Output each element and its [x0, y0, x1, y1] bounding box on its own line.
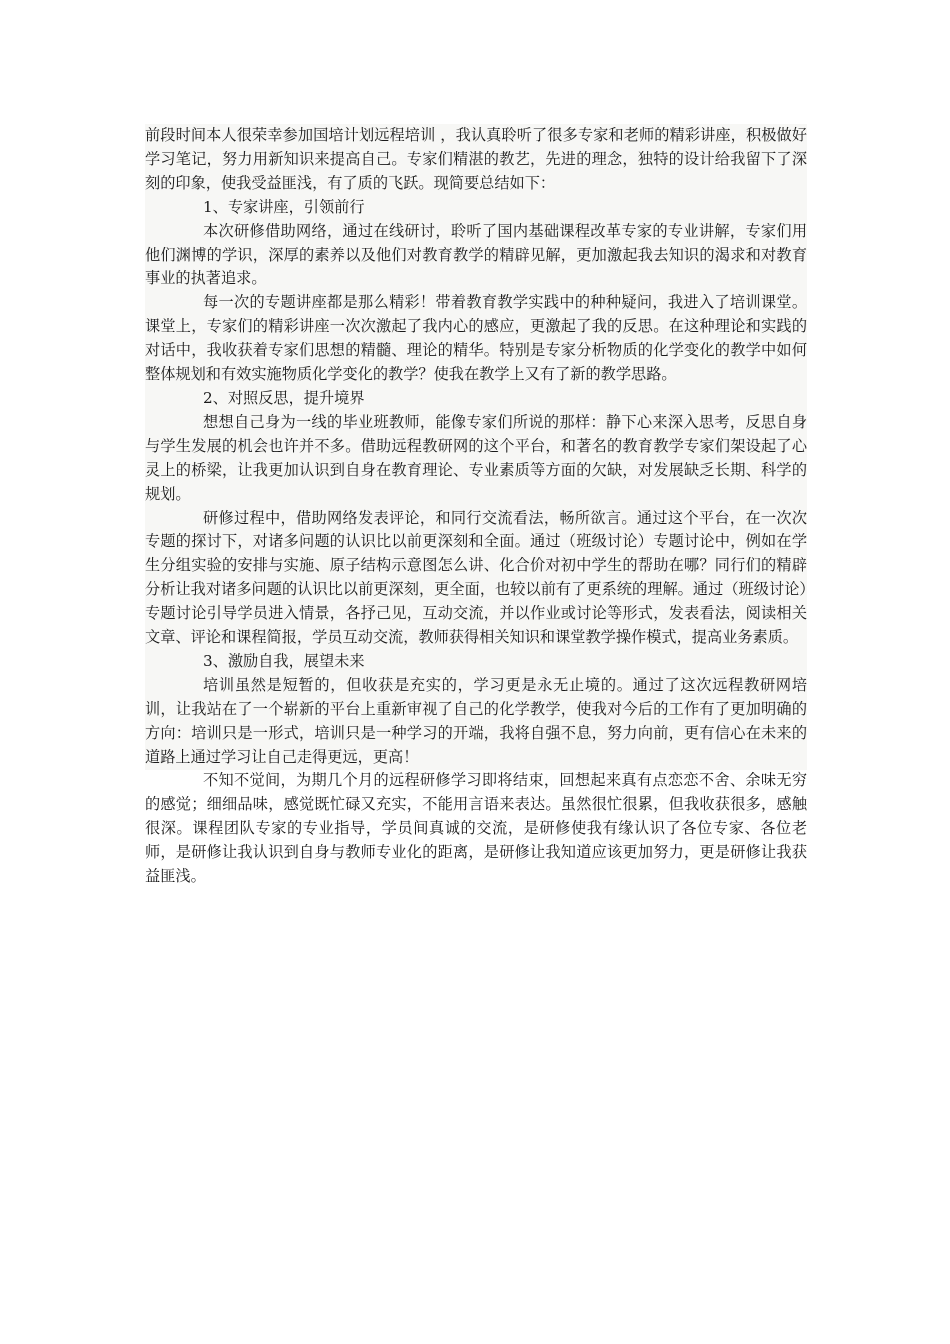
paragraph: 培训虽然是短暂的，但收获是充实的，学习更是永无止境的。通过了这次远程教研网培训，让我站在了一个崭新的平台上重新审视了自己的化学教学，使我对今后的工作有了更加明确的方向：培训只是一形式，培训只是一种学习的开端，我将自强不息，努力向前，更有信心在未来的道路上通过学习让自己走得更远，更高！ — [145, 675, 807, 766]
section-heading-1: 1、专家讲座，引领前行 — [203, 197, 365, 216]
paragraph: 想想自己身为一线的毕业班教师，能像专家们所说的那样：静下心来深入思考，反思自身与学生发展的机会也许并不多。借助远程教研网的这个平台，和著名的教育教学专家们架设起了心灵上的桥梁，让我更加认识到自身在教育理论、专业素质等方面的欠缺，对发展缺乏长期、科学的规划。 — [145, 412, 807, 503]
paragraph: 本次研修借助网络，通过在线研讨，聆听了国内基础课程改革专家的专业讲解，专家们用他们渊博的学识，深厚的素养以及他们对教育教学的精辟见解，更加激起我去知识的渴求和对教育事业的执著追求。 — [145, 221, 807, 288]
section-heading-2: 2、对照反思，提升境界 — [203, 388, 365, 407]
paragraph: 不知不觉间，为期几个月的远程研修学习即将结束，回想起来真有点恋恋不舍、余味无穷的感觉；细细品味，感觉既忙碌又充实，不能用言语来表达。虽然很忙很累，但我收获很多，感触很深。课程团队专家的专业指导，学员间真诚的交流，是研修使我有缘认识了各位专家、各位老师，是研修让我认识到自身与教师专业化的距离，是研修让我知道应该更加努力，更是研修让我获益匪浅。 — [145, 771, 807, 886]
document-body — [145, 124, 807, 886]
intro-paragraph: 前段时间本人很荣幸参加国培计划远程培训 ，我认真聆听了很多专家和老师的精彩讲座，积极做好学习笔记，努力用新知识来提高自己。专家们精湛的教艺，先进的理念，独特的设计给我留下了深刻的印象，使我受益匪浅，有了质的飞跃。现简要总结如下： — [145, 126, 807, 192]
paragraph: 研修过程中，借助网络发表评论，和同行交流看法，畅所欲言。通过这个平台，在一次次专题的探讨下，对诸多问题的认识比以前更深刻和全面。通过（班级讨论）专题讨论中，例如在学生分组实验的安排与实施、原子结构示意图怎么讲、化合价对初中学生的帮助在哪？同行们的精辟分析让我对诸多问题的认识比以前更深刻，更全面，也较以前有了更系统的理解。通过（班级讨论）专题讨论引导学员进入情景，各抒己见，互动交流，并以作业或讨论等形式，发表看法，阅读相关文章、评论和课程简报，学员互动交流，教师获得相关知识和课堂教学操作模式，提高业务素质。 — [145, 508, 807, 647]
paragraph: 每一次的专题讲座都是那么精彩！带着教育教学实践中的种种疑问，我进入了培训课堂。课堂上，专家们的精彩讲座一次次激起了我内心的感应，更激起了我的反思。在这种理论和实践的对话中，我收获着专家们思想的精髓、理论的精华。特别是专家分析物质的化学变化的教学中如何整体规划和有效实施物质化学变化的教学？使我在教学上又有了新的教学思路。 — [145, 293, 807, 384]
section-heading-3: 3、激励自我，展望未来 — [203, 651, 365, 670]
